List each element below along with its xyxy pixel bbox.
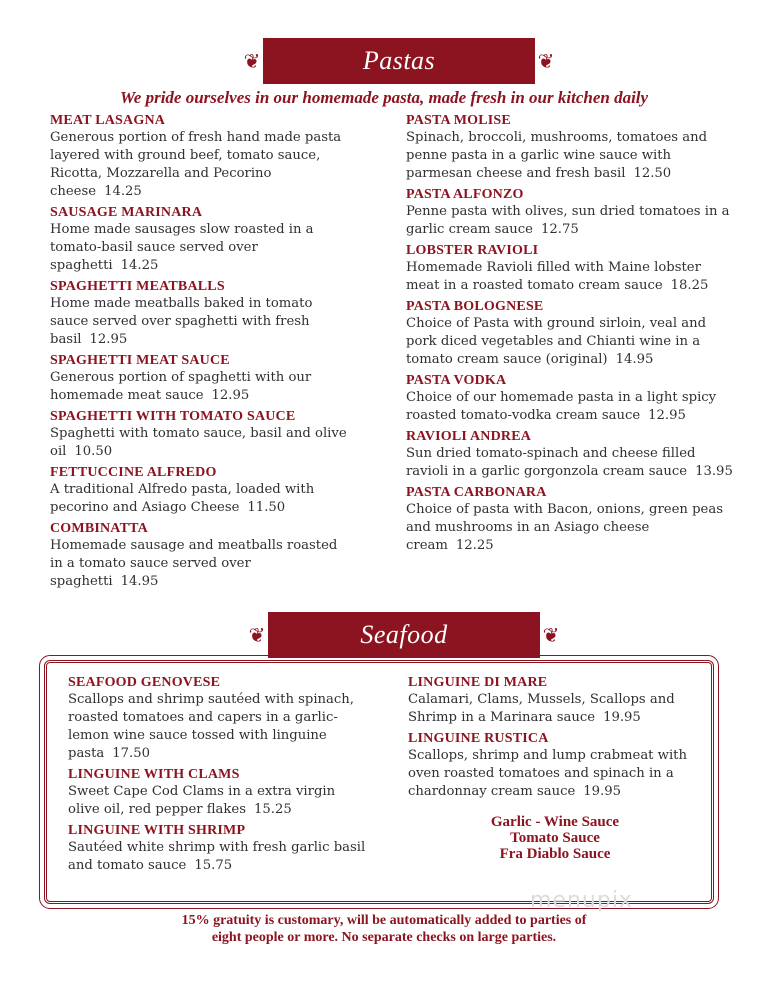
menu-item-desc-text: A traditional Alfredo pasta, loaded with pecorino and Asiago Cheese xyxy=(50,482,315,515)
menu-item-name: LINGUINE WITH SHRIMP xyxy=(68,823,246,838)
menu-item-desc-text: Scallops and shrimp sautéed with spinach, roasted tomatoes and capers in a garlic-lemon wine sauce tossed with linguine pasta xyxy=(68,692,354,761)
menu-item-price: 14.25 xyxy=(120,258,159,273)
menu-item-price: 19.95 xyxy=(583,784,622,799)
menu-item-price: 12.25 xyxy=(455,538,494,553)
menu-item-desc-text: Sun dried tomato-spinach and cheese filled ravioli in a garlic gorgonzola cream sauce xyxy=(406,446,696,479)
menu-item xyxy=(408,730,708,801)
footnote-line: eight people or more. No separate checks on large parties. xyxy=(211,930,557,945)
menu-item-name: COMBINATTA xyxy=(50,521,148,536)
menu-item xyxy=(406,112,736,183)
pastas-banner-bar xyxy=(263,38,535,84)
menu-item xyxy=(68,766,368,819)
sauce-option: Tomato Sauce xyxy=(510,830,600,846)
menu-item-price: 12.95 xyxy=(89,332,128,347)
menu-item xyxy=(50,352,350,405)
menu-item-name: SPAGHETTI MEAT SAUCE xyxy=(50,353,230,368)
menu-item-description xyxy=(408,747,708,801)
sauce-option: Garlic - Wine Sauce xyxy=(490,814,620,830)
menu-item-description xyxy=(406,501,736,555)
menu-item xyxy=(50,278,350,349)
scroll-ornament-icon: ❦ xyxy=(537,49,555,73)
menu-item xyxy=(50,204,350,275)
menu-item-price: 14.25 xyxy=(104,184,142,199)
menu-item-desc-text: Sweet Cape Cod Clams in a extra virgin olive oil, red pepper flakes xyxy=(68,784,336,817)
menu-item xyxy=(406,428,736,481)
pasta-left-column xyxy=(50,112,350,594)
footnote-line: 15% gratuity is customary, will be automatically added to parties of xyxy=(181,913,587,928)
menu-item-name: PASTA BOLOGNESE xyxy=(406,299,544,314)
menu-item-name: LINGUINE RUSTICA xyxy=(408,731,549,746)
menu-item-description xyxy=(68,783,368,819)
menu-item-name: PASTA CARBONARA xyxy=(406,485,547,500)
menu-item-desc-text: Home made meatballs baked in tomato sauce served over spaghetti with fresh basil xyxy=(50,296,313,347)
watermark: menupix xyxy=(530,888,633,913)
menu-item xyxy=(50,520,350,591)
menu-item-price: 18.25 xyxy=(670,278,709,293)
menu-item-name: LINGUINE DI MARE xyxy=(408,675,548,690)
pastas-title: Pastas xyxy=(362,46,436,75)
menu-item-price: 12.95 xyxy=(648,408,686,423)
menu-item-description xyxy=(406,203,736,239)
menu-item-desc-text: Generous portion of fresh hand made pasta layered with ground beef, tomato sauce, Ricotta, Mozzarella and Pecorino cheese xyxy=(50,130,342,199)
menu-item-price: 12.50 xyxy=(633,166,672,181)
menu-item-name: SEAFOOD GENOVESE xyxy=(68,675,221,690)
sauce-options xyxy=(420,814,690,862)
menu-item-desc-text: Scallops, shrimp and lump crabmeat with oven roasted tomatoes and spinach in a chardonnay cream sauce xyxy=(408,748,687,799)
menu-item xyxy=(406,242,736,295)
scroll-ornament-icon: ❦ xyxy=(248,623,266,647)
seafood-title: Seafood xyxy=(360,620,448,649)
menu-item-desc-text: Calamari, Clams, Mussels, Scallops and Shrimp in a Marinara sauce xyxy=(408,692,675,725)
menu-item-desc-text: Sautéed white shrimp with fresh garlic basil and tomato sauce xyxy=(68,840,366,873)
scroll-ornament-icon: ❦ xyxy=(542,623,560,647)
seafood-banner-bar xyxy=(268,612,540,658)
menu-item-description xyxy=(68,691,368,763)
menu-item-name: MEAT LASAGNA xyxy=(50,113,166,128)
menu-item-description xyxy=(408,691,708,727)
menu-item-description xyxy=(406,259,736,295)
sauce-option: Fra Diablo Sauce xyxy=(499,846,611,862)
menu-item-desc-text: Generous portion of spaghetti with our homemade meat sauce xyxy=(50,370,312,403)
menu-item-description xyxy=(50,537,350,591)
menu-item-name: LINGUINE WITH CLAMS xyxy=(68,767,240,782)
menu-item-description xyxy=(406,129,736,183)
menu-item-price: 17.50 xyxy=(112,746,150,761)
menu-item-description xyxy=(406,445,736,481)
menu-item-name: PASTA ALFONZO xyxy=(406,187,524,202)
menu-item-desc-text: Choice of pasta with Bacon, onions, green peas and mushrooms in an Asiago cheese cream xyxy=(406,502,723,553)
menu-item-name: PASTA VODKA xyxy=(406,373,507,388)
menu-item xyxy=(50,408,350,461)
scroll-ornament-icon: ❦ xyxy=(243,49,261,73)
menu-item-desc-text: Homemade sausage and meatballs roasted in a tomato sauce served over spaghetti xyxy=(50,538,338,589)
seafood-left-column xyxy=(68,674,368,878)
menu-item-name: SAUSAGE MARINARA xyxy=(50,205,203,220)
menu-item-description xyxy=(50,369,350,405)
menu-item-desc-text: Choice of Pasta with ground sirloin, veal and pork diced vegetables and Chianti wine in a tomato cream sauce (original) xyxy=(406,316,707,367)
menu-item xyxy=(50,464,350,517)
menu-item-desc-text: Choice of our homemade pasta in a light spicy roasted tomato-vodka cream sauce xyxy=(406,390,717,423)
menu-item-description xyxy=(50,221,350,275)
menu-item xyxy=(406,186,736,239)
gratuity-footnote xyxy=(110,912,658,946)
menu-item-desc-text: Home made sausages slow roasted in a tomato-basil sauce served over spaghetti xyxy=(50,222,314,273)
menu-item-desc-text: Homemade Ravioli filled with Maine lobster meat in a roasted tomato cream sauce xyxy=(406,260,701,293)
menu-item xyxy=(406,298,736,369)
menu-item-price: 15.25 xyxy=(253,802,292,817)
menu-item xyxy=(68,822,368,875)
menu-item-name: RAVIOLI ANDREA xyxy=(406,429,532,444)
menu-item-price: 10.50 xyxy=(74,444,113,459)
menu-item-price: 14.95 xyxy=(120,574,159,589)
menu-item-description xyxy=(68,839,368,875)
menu-item-name: SPAGHETTI MEATBALLS xyxy=(50,279,225,294)
menu-item-name: LOBSTER RAVIOLI xyxy=(406,243,539,258)
menu-item xyxy=(408,674,708,727)
menu-item-description xyxy=(406,389,736,425)
menu-item-description xyxy=(50,129,350,201)
menu-item-description xyxy=(50,481,350,517)
pasta-right-column xyxy=(406,112,736,558)
pastas-tagline: We pride ourselves in our homemade pasta, made fresh in our kitchen daily xyxy=(119,88,649,107)
menu-item-name: SPAGHETTI WITH TOMATO SAUCE xyxy=(50,409,296,424)
menu-item xyxy=(68,674,368,763)
menu-item-price: 14.95 xyxy=(615,352,654,367)
menu-item-price: 12.95 xyxy=(211,388,250,403)
menu-item xyxy=(50,112,350,201)
seafood-banner xyxy=(246,612,562,658)
menu-item-name: PASTA MOLISE xyxy=(406,113,511,128)
menu-item-price: 12.75 xyxy=(541,222,579,237)
menu-item-description xyxy=(406,315,736,369)
menu-item xyxy=(406,372,736,425)
menu-item-price: 19.95 xyxy=(603,710,641,725)
pastas-banner xyxy=(241,38,557,84)
menu-item-description xyxy=(50,425,350,461)
menu-item-price: 15.75 xyxy=(194,858,233,873)
menu-item-desc-text: Spaghetti with tomato sauce, basil and olive oil xyxy=(50,426,347,459)
menu-item-name: FETTUCCINE ALFREDO xyxy=(50,465,217,480)
menu-item-price: 13.95 xyxy=(695,464,733,479)
menu-item xyxy=(406,484,736,555)
menu-item-price: 11.50 xyxy=(247,500,286,515)
seafood-right-column xyxy=(408,674,708,804)
menu-item-desc-text: Spinach, broccoli, mushrooms, tomatoes and penne pasta in a garlic wine sauce with parmesan cheese and fresh basil xyxy=(406,130,708,181)
menu-item-description xyxy=(50,295,350,349)
menu-item-desc-text: Penne pasta with olives, sun dried tomatoes in a garlic cream sauce xyxy=(406,204,730,237)
